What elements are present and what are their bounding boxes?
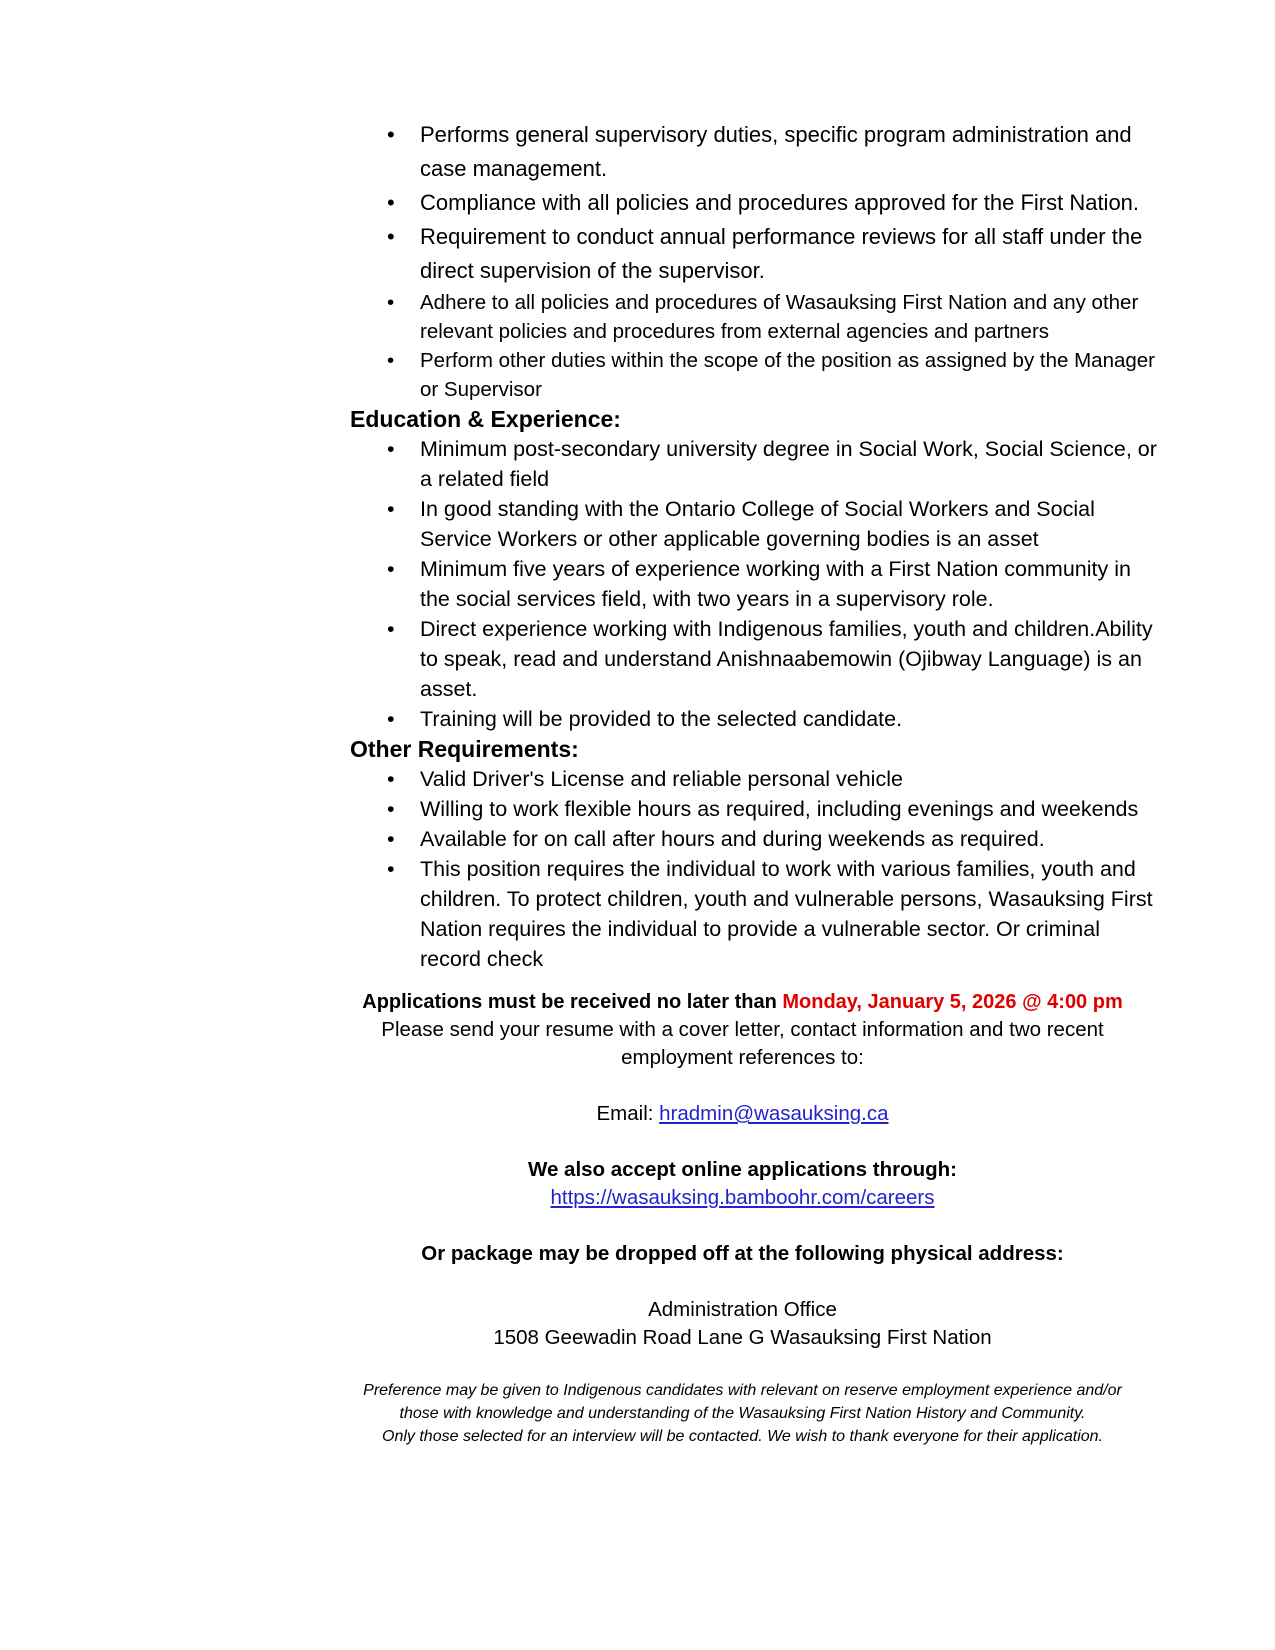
deadline-line (345, 988, 1140, 1016)
requirement-item: • Valid Driver's License and reliable personal vehicle (350, 764, 1165, 794)
address-street: 1508 Geewadin Road Lane G Wasauksing First Nation (493, 1326, 992, 1349)
footer-note (345, 1379, 1140, 1448)
duties-list (350, 118, 1165, 404)
education-section-heading: Education & Experience: (350, 406, 621, 432)
application-instructions: Please send your resume with a cover letter, contact information and two recent employment references to: (381, 1018, 1104, 1069)
email-label: Email: (596, 1102, 660, 1125)
careers-link-line (345, 1184, 1140, 1212)
education-item: • In good standing with the Ontario College of Social Workers and Social Service Workers or other applicable governing bodies is an asset (350, 494, 1165, 554)
footer-note-line: those with knowledge and understanding of the Wasauksing First Nation History and Community. (399, 1405, 1086, 1422)
other-requirements-heading: Other Requirements: (350, 736, 579, 762)
duty-item: • Requirement to conduct annual performance reviews for all staff under the direct supervision of the supervisor. (350, 220, 1165, 288)
duty-item: • Adhere to all policies and procedures of Wasauksing First Nation and any other relevant policies and procedures from external agencies and partners (350, 288, 1165, 346)
other-requirements-list (350, 764, 1165, 974)
email-link[interactable]: hradmin@wasauksing.ca (659, 1102, 889, 1125)
closing-block (345, 988, 1140, 1448)
education-list (350, 434, 1165, 734)
requirement-item: • Available for on call after hours and during weekends as required. (350, 824, 1165, 854)
footer-note-line: Preference may be given to Indigenous candidates with relevant on reserve employment experience and/or (363, 1382, 1122, 1399)
deadline-date: Monday, January 5, 2026 @ 4:00 pm (782, 991, 1123, 1013)
education-item: • Minimum post-secondary university degree in Social Work, Social Science, or a related field (350, 434, 1165, 494)
education-item: • Direct experience working with Indigenous families, youth and children.Ability to speak, read and understand Anishnaabemowin (Ojibway Language) is an asset. (350, 614, 1165, 704)
email-line (345, 1100, 1140, 1128)
duty-item: • Performs general supervisory duties, specific program administration and case management. (350, 118, 1165, 186)
education-item: • Minimum five years of experience working with a First Nation community in the social services field, with two years in a supervisory role. (350, 554, 1165, 614)
dropoff-heading: Or package may be dropped off at the following physical address: (421, 1242, 1064, 1265)
duty-item: • Compliance with all policies and procedures approved for the First Nation. (350, 186, 1165, 220)
education-item: • Training will be provided to the selected candidate. (350, 704, 1165, 734)
online-applications-heading: We also accept online applications through: (527, 1158, 958, 1181)
careers-link[interactable]: https://wasauksing.bamboohr.com/careers (550, 1186, 935, 1209)
duty-item: • Perform other duties within the scope of the position as assigned by the Manager or Supervisor (350, 346, 1165, 404)
requirement-item: • This position requires the individual to work with various families, youth and children. To protect children, youth and vulnerable persons, Wasauksing First Nation requires the individual to provide a vulnerable sector. Or criminal record check (350, 854, 1165, 974)
footer-note-line: Only those selected for an interview will be contacted. We wish to thank everyone for their application. (382, 1428, 1103, 1445)
address-office: Administration Office (648, 1298, 837, 1321)
deadline-prefix: Applications must be received no later than (362, 991, 783, 1013)
requirement-item: • Willing to work flexible hours as required, including evenings and weekends (350, 794, 1165, 824)
